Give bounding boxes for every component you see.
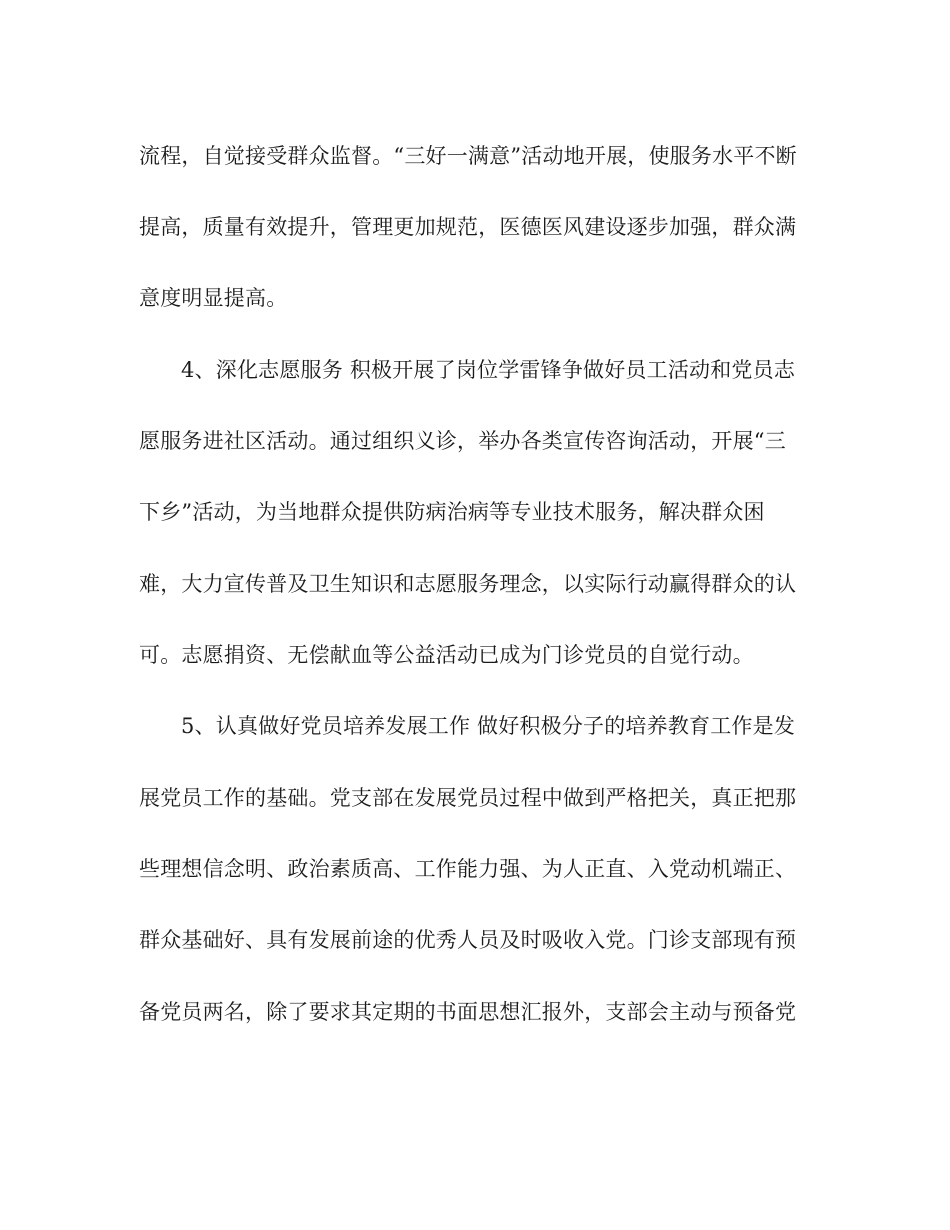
text-line-2: 提高，质量有效提升，管理更加规范，医德医风建设逐步加强，群众满 xyxy=(139,215,797,239)
section-4-heading-line: 4、深化志愿服务 积极开展了岗位学雷锋争做好员工活动和党员志 xyxy=(181,358,796,382)
text-line-1: 流程，自觉接受群众监督。“三好一满意”活动地开展，使服务水平不断 xyxy=(139,144,797,168)
text-line-13: 备党员两名，除了要求其定期的书面思想汇报外，支部会主动与预备党 xyxy=(139,1000,797,1024)
text-line-6: 下乡”活动，为当地群众提供防病治病等专业技术服务，解决群众困 xyxy=(139,500,765,524)
text-line-10: 展党员工作的基础。党支部在发展党员过程中做到严格把关，真正把那 xyxy=(139,786,797,810)
section-5-heading-line: 5、认真做好党员培养发展工作 做好积极分子的培养教育工作是发 xyxy=(181,714,796,738)
text-line-11: 些理想信念明、政治素质高、工作能力强、为人正直、入党动机端正、 xyxy=(139,857,797,881)
text-line-5: 愿服务进社区活动。通过组织义诊，举办各类宣传咨询活动，开展“三 xyxy=(139,429,786,453)
text-line-12: 群众基础好、具有发展前途的优秀人员及时吸收入党。门诊支部现有预 xyxy=(139,928,797,952)
text-line-3: 意度明显提高。 xyxy=(139,286,288,310)
text-line-8: 可。志愿捐资、无偿献血等公益活动已成为门诊党员的自觉行动。 xyxy=(139,643,754,667)
text-line-7: 难，大力宣传普及卫生知识和志愿服务理念，以实际行动赢得群众的认 xyxy=(139,572,797,596)
